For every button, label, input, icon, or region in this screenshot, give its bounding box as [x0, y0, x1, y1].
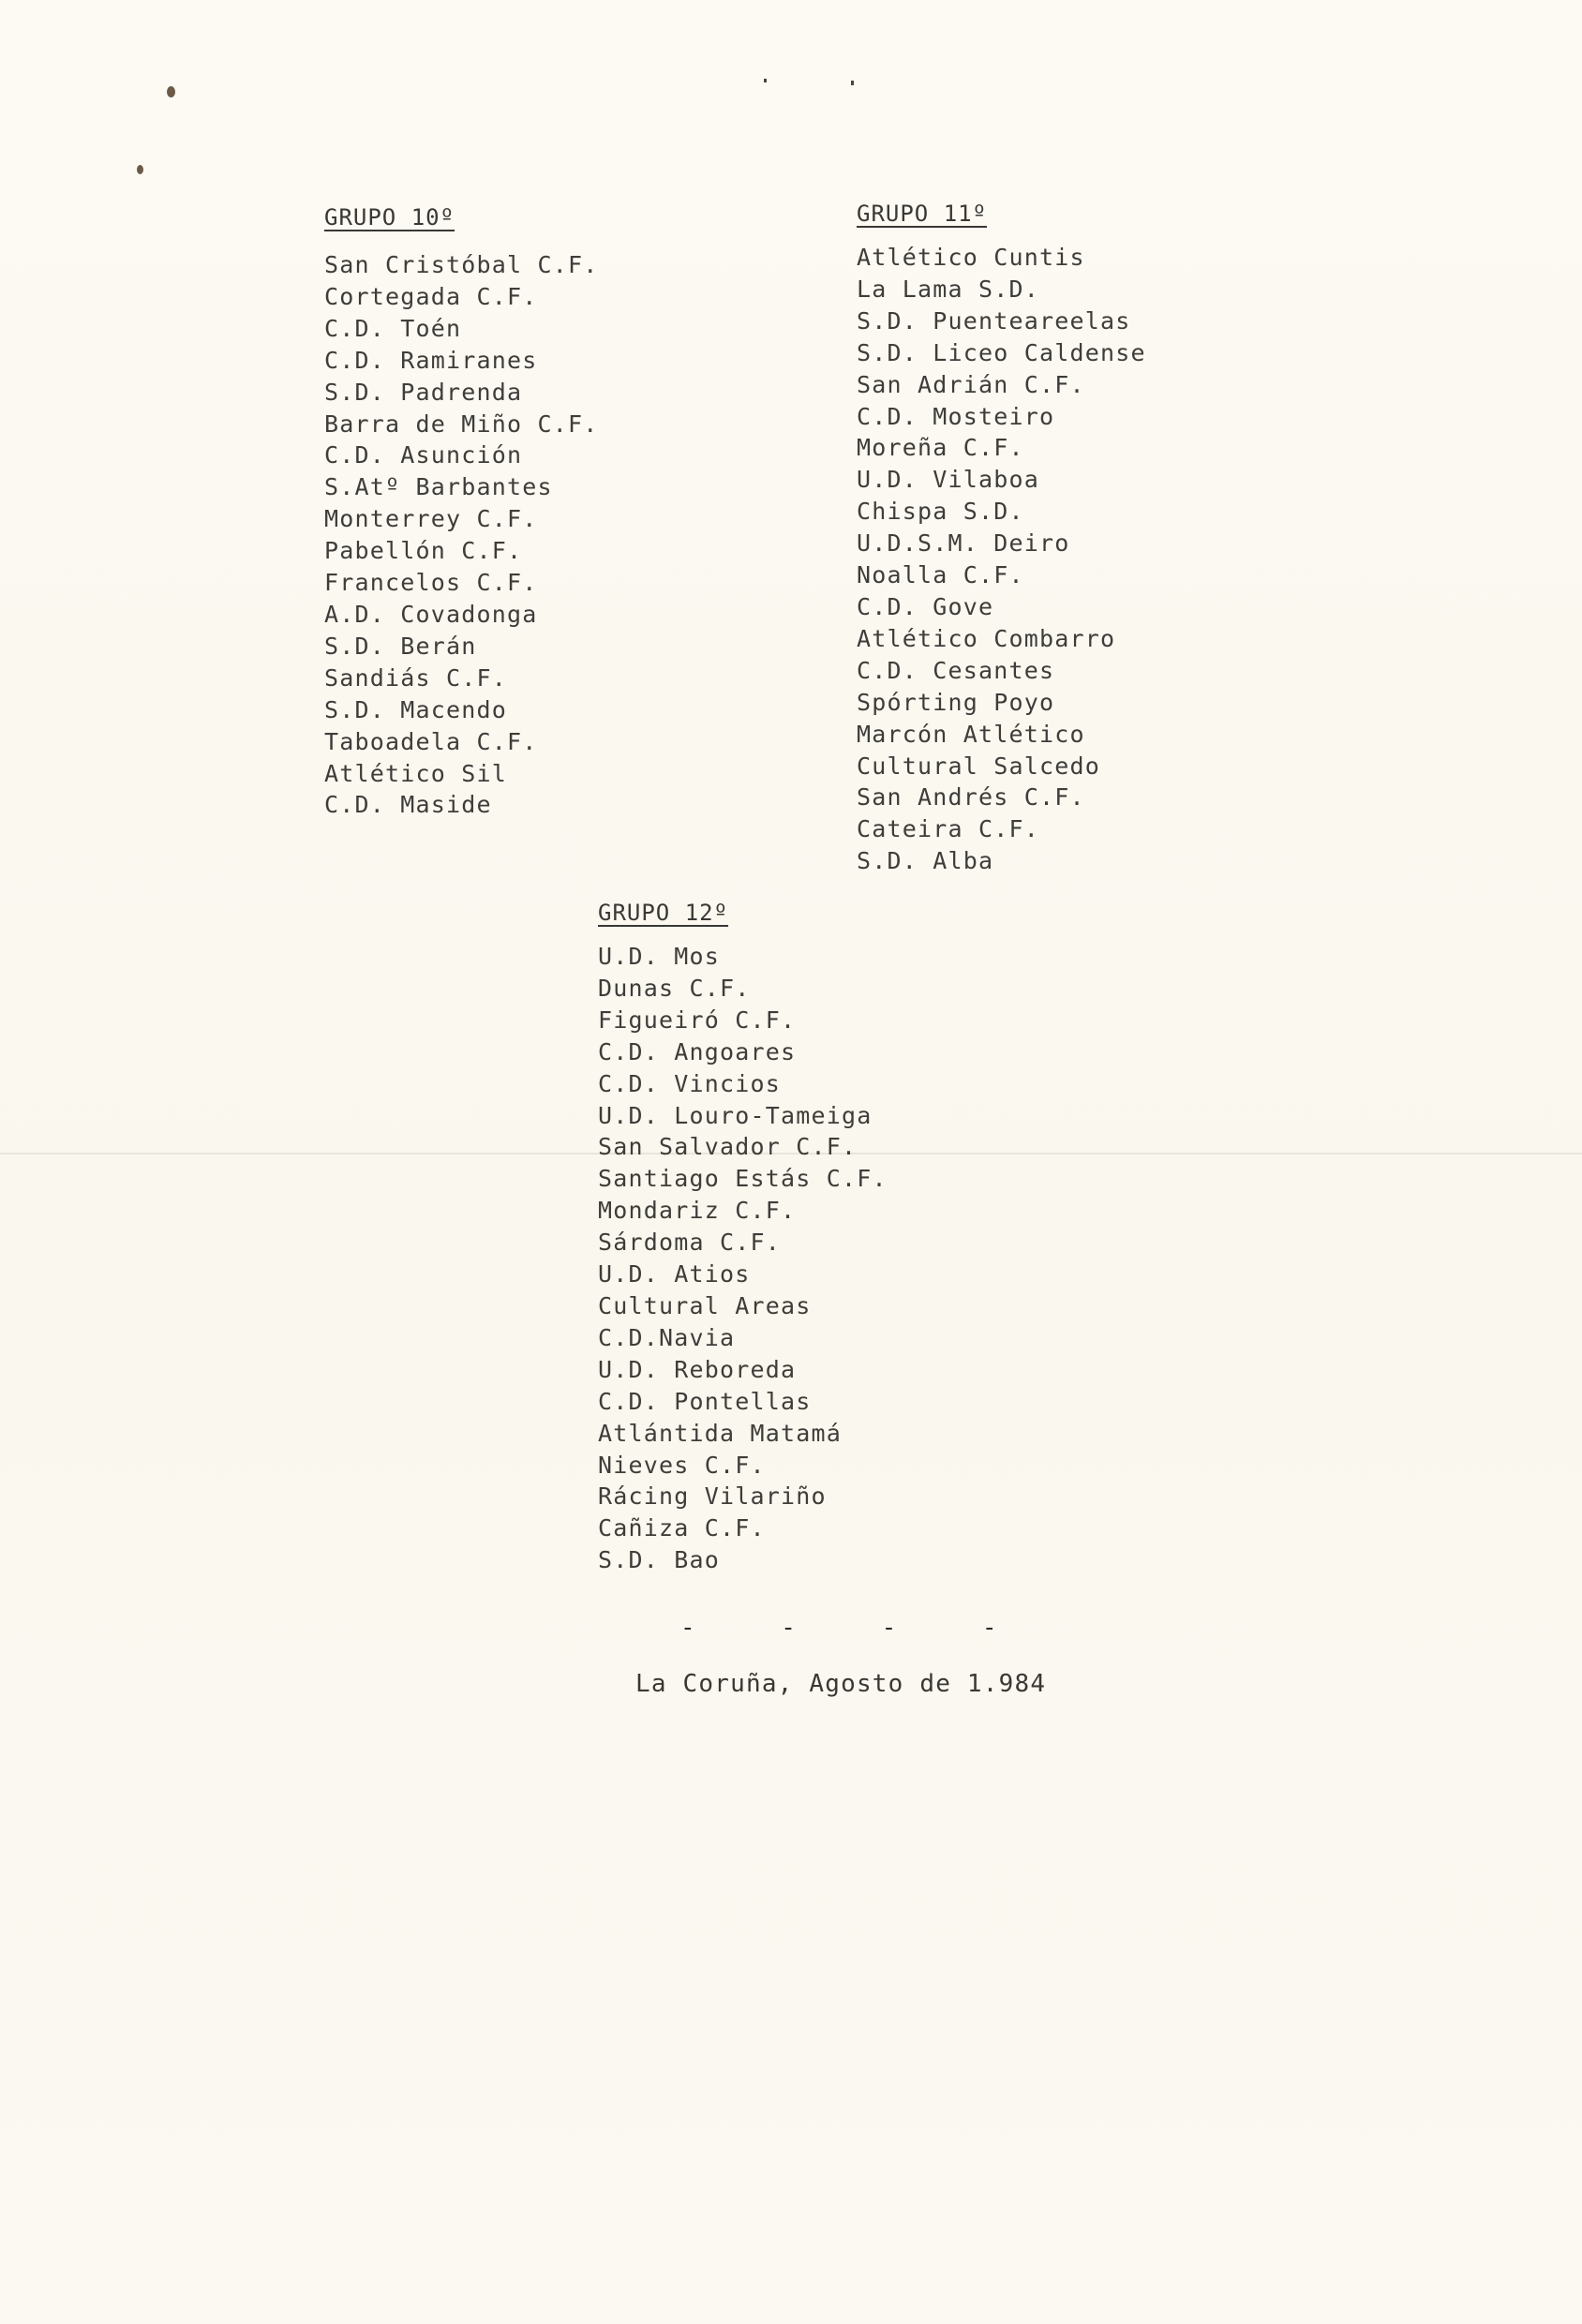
team-entry: Sandiás C.F. [324, 663, 508, 692]
team-entry: Rácing Vilariño [598, 1482, 827, 1511]
team-entry: Cateira C.F. [857, 815, 1040, 843]
team-entry: A.D. Covadonga [324, 600, 538, 628]
team-entry: Cortegada C.F. [324, 282, 538, 310]
team-entry: C.D. Toén [324, 314, 462, 342]
team-entry: S.D. Puenteareelas [857, 306, 1131, 335]
group-12 [598, 900, 888, 1576]
team-entry: U.D. Reboreda [598, 1355, 797, 1383]
team-entry: Dunas C.F. [598, 974, 751, 1002]
team-entry: S.D. Bao [598, 1546, 721, 1574]
team-entry: Atlántida Matamá [598, 1419, 843, 1447]
team-entry: C.D. Pontellas [598, 1387, 812, 1415]
team-entry: Barra de Miño C.F. [324, 410, 599, 438]
team-entry: S.D. Liceo Caldense [857, 338, 1146, 366]
team-entry: San Andrés C.F. [857, 783, 1085, 812]
team-entry: S.D. Berán [324, 632, 477, 660]
group-11 [857, 201, 1146, 877]
dash-separator: - - - - [680, 1614, 1033, 1642]
punch-hole-bottom [137, 165, 143, 174]
group-11-team-list [857, 242, 1146, 877]
team-entry: C.D. Angoares [598, 1037, 797, 1065]
team-entry: U.D. Louro-Tameiga [598, 1101, 873, 1129]
team-entry: C.D. Cesantes [857, 656, 1055, 684]
team-entry: Figueiró C.F. [598, 1006, 797, 1034]
place-date-line: La Coruña, Agosto de 1.984 [635, 1670, 1047, 1698]
team-entry: Francelos C.F. [324, 569, 538, 597]
ink-fleck-2 [851, 81, 854, 85]
team-entry: U.D.S.M. Deiro [857, 529, 1070, 558]
team-entry: U.D. Vilaboa [857, 466, 1040, 494]
group-12-team-list [598, 941, 888, 1576]
team-entry: Moreña C.F. [857, 434, 1024, 462]
team-entry: U.D. Atios [598, 1260, 751, 1289]
group-11-title: GRUPO 11º [857, 201, 988, 227]
team-entry: Cultural Areas [598, 1291, 812, 1319]
team-entry: San Salvador C.F. [598, 1133, 858, 1161]
team-entry: San Cristóbal C.F. [324, 251, 599, 278]
team-entry: Chispa S.D. [857, 498, 1024, 526]
group-12-title: GRUPO 12º [598, 900, 729, 926]
team-entry: C.D. Gove [857, 592, 994, 620]
punch-hole-top [167, 86, 175, 97]
team-entry: C.D. Vincios [598, 1069, 782, 1097]
team-entry: Cultural Salcedo [857, 752, 1101, 780]
team-entry: C.D.Navia [598, 1323, 736, 1351]
team-entry: Mondariz C.F. [598, 1197, 797, 1225]
team-entry: Monterrey C.F. [324, 505, 538, 533]
team-entry: C.D. Asunción [324, 441, 523, 469]
team-entry: Marcón Atlético [857, 720, 1085, 748]
team-entry: S.D. Alba [857, 847, 994, 875]
team-entry: Atlético Sil [324, 759, 508, 787]
team-entry: C.D. Mosteiro [857, 402, 1055, 430]
team-entry: Atlético Combarro [857, 624, 1116, 652]
team-entry: San Adrián C.F. [857, 370, 1085, 398]
team-entry: C.D. Ramiranes [324, 346, 538, 374]
team-entry: Nieves C.F. [598, 1451, 766, 1479]
group-10-team-list [324, 249, 599, 821]
team-entry: U.D. Mos [598, 943, 721, 970]
team-entry: Sárdoma C.F. [598, 1229, 782, 1257]
team-entry: S.Atº Barbantes [324, 473, 553, 501]
team-entry: S.D. Padrenda [324, 378, 523, 406]
ink-fleck-1 [764, 79, 767, 82]
team-entry: Taboadela C.F. [324, 727, 538, 755]
team-entry: Spórting Poyo [857, 688, 1055, 716]
group-10 [324, 204, 599, 821]
team-entry: Cañiza C.F. [598, 1514, 766, 1542]
team-entry: S.D. Macendo [324, 695, 508, 723]
team-entry: Atlético Cuntis [857, 244, 1085, 271]
team-entry: Noalla C.F. [857, 561, 1024, 589]
team-entry: C.D. Maside [324, 791, 492, 819]
team-entry: Pabellón C.F. [324, 537, 523, 565]
group-10-title: GRUPO 10º [324, 204, 455, 231]
team-entry: La Lama S.D. [857, 275, 1040, 303]
team-entry: Santiago Estás C.F. [598, 1165, 888, 1193]
